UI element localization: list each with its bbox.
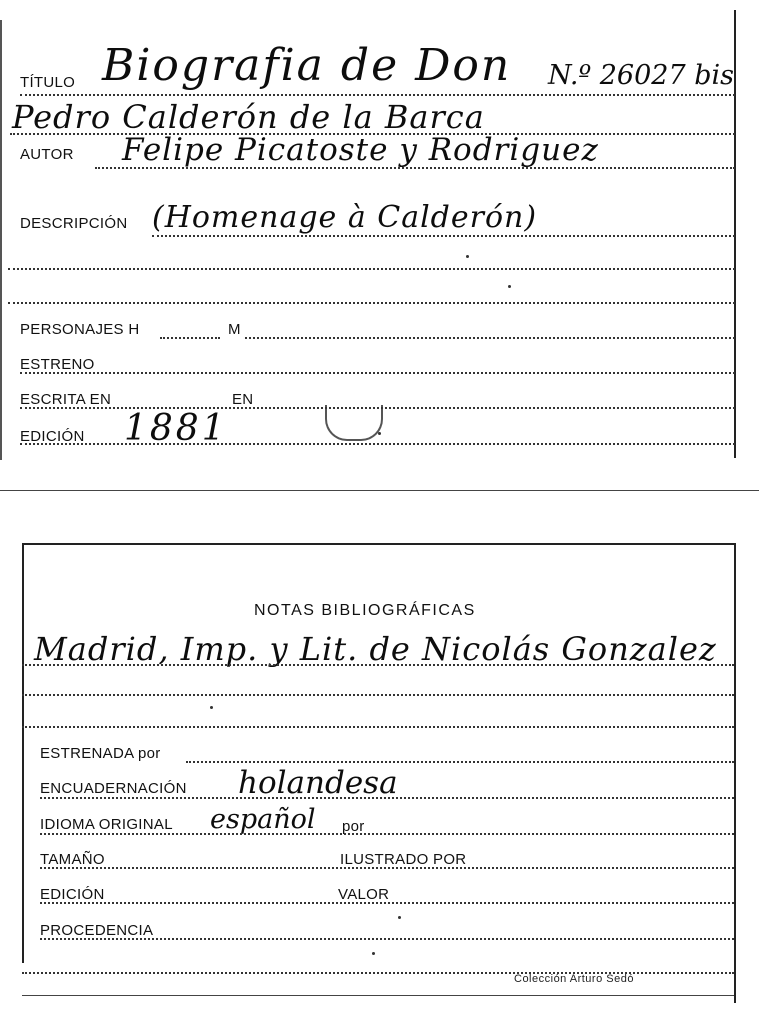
autor-value: Felipe Picatoste y Rodriguez (122, 132, 599, 168)
idioma-label: IDIOMA ORIGINAL (40, 816, 173, 833)
ilustrado-label: ILUSTRADO POR (340, 851, 467, 868)
estrenada-line (186, 761, 734, 763)
notas-line-3 (22, 726, 734, 728)
encuadernacion-label: ENCUADERNACIÓN (40, 780, 187, 797)
notas-heading: NOTAS BIBLIOGRÁFICAS (254, 602, 476, 619)
edicion-label-back: EDICIÓN (40, 886, 105, 903)
personajes-h-label: PERSONAJES H (20, 321, 140, 338)
autor-line (95, 167, 735, 169)
catalog-card-back (0, 540, 759, 1028)
encuadernacion-value: holandesa (238, 765, 398, 801)
ink-speck (398, 916, 401, 919)
registro-numero: N.º 26027 bis (548, 60, 735, 91)
escrita-label: ESCRITA EN (20, 391, 112, 408)
escrita-en-label: EN (232, 391, 254, 408)
edicion-value: 1881 (124, 408, 228, 449)
card-notch (325, 405, 383, 441)
card-border-bottom (22, 995, 734, 996)
estrenada-label: ESTRENADA por (40, 745, 161, 762)
valor-label: VALOR (338, 886, 390, 903)
titulo-value-line2: Pedro Calderón de la Barca (12, 98, 485, 136)
notas-line-1 (22, 664, 734, 666)
ink-speck (466, 255, 469, 258)
notas-line-2 (22, 694, 734, 696)
card-border-right (734, 10, 736, 458)
tamano-line (40, 867, 734, 869)
estreno-line (20, 372, 735, 374)
notas-value: Madrid, Imp. y Lit. de Nicolás Gonzalez (34, 630, 717, 668)
estreno-label: ESTRENO (20, 356, 95, 373)
idioma-line (40, 833, 734, 835)
catalog-card-front (0, 0, 759, 490)
personajes-m-line (245, 337, 735, 339)
descripcion-value: (Homenage à Calderón) (152, 200, 538, 235)
tamano-label: TAMAÑO (40, 851, 105, 868)
autor-label: AUTOR (20, 146, 74, 163)
procedencia-line (40, 938, 734, 940)
edicion-line (20, 443, 735, 445)
descripcion-line-3 (8, 302, 735, 304)
ink-speck (508, 285, 511, 288)
idioma-por-label: por (342, 818, 365, 835)
card-border-left (22, 543, 24, 963)
idioma-value: español (210, 804, 316, 835)
descripcion-label: DESCRIPCIÓN (20, 215, 128, 232)
ink-speck (372, 952, 375, 955)
descripcion-line-2 (8, 268, 735, 270)
card-edge-bottom (0, 490, 759, 491)
ink-speck (378, 432, 381, 435)
edicion-line-back (40, 902, 734, 904)
card-border-left (0, 20, 2, 460)
encuadernacion-line (40, 797, 734, 799)
card-border-right (734, 543, 736, 1003)
ink-speck (210, 706, 213, 709)
procedencia-label: PROCEDENCIA (40, 922, 154, 939)
titulo-line (20, 94, 735, 96)
card-border-top (22, 543, 734, 545)
coleccion-footer: Colección Arturo Sedó (514, 973, 634, 985)
personajes-m-label: M (228, 321, 241, 338)
titulo-value-line1: Biografia de Don (102, 40, 512, 91)
titulo-label: TÍTULO (20, 74, 76, 91)
edicion-label: EDICIÓN (20, 428, 85, 445)
personajes-h-line (160, 337, 220, 339)
descripcion-line (152, 235, 735, 237)
